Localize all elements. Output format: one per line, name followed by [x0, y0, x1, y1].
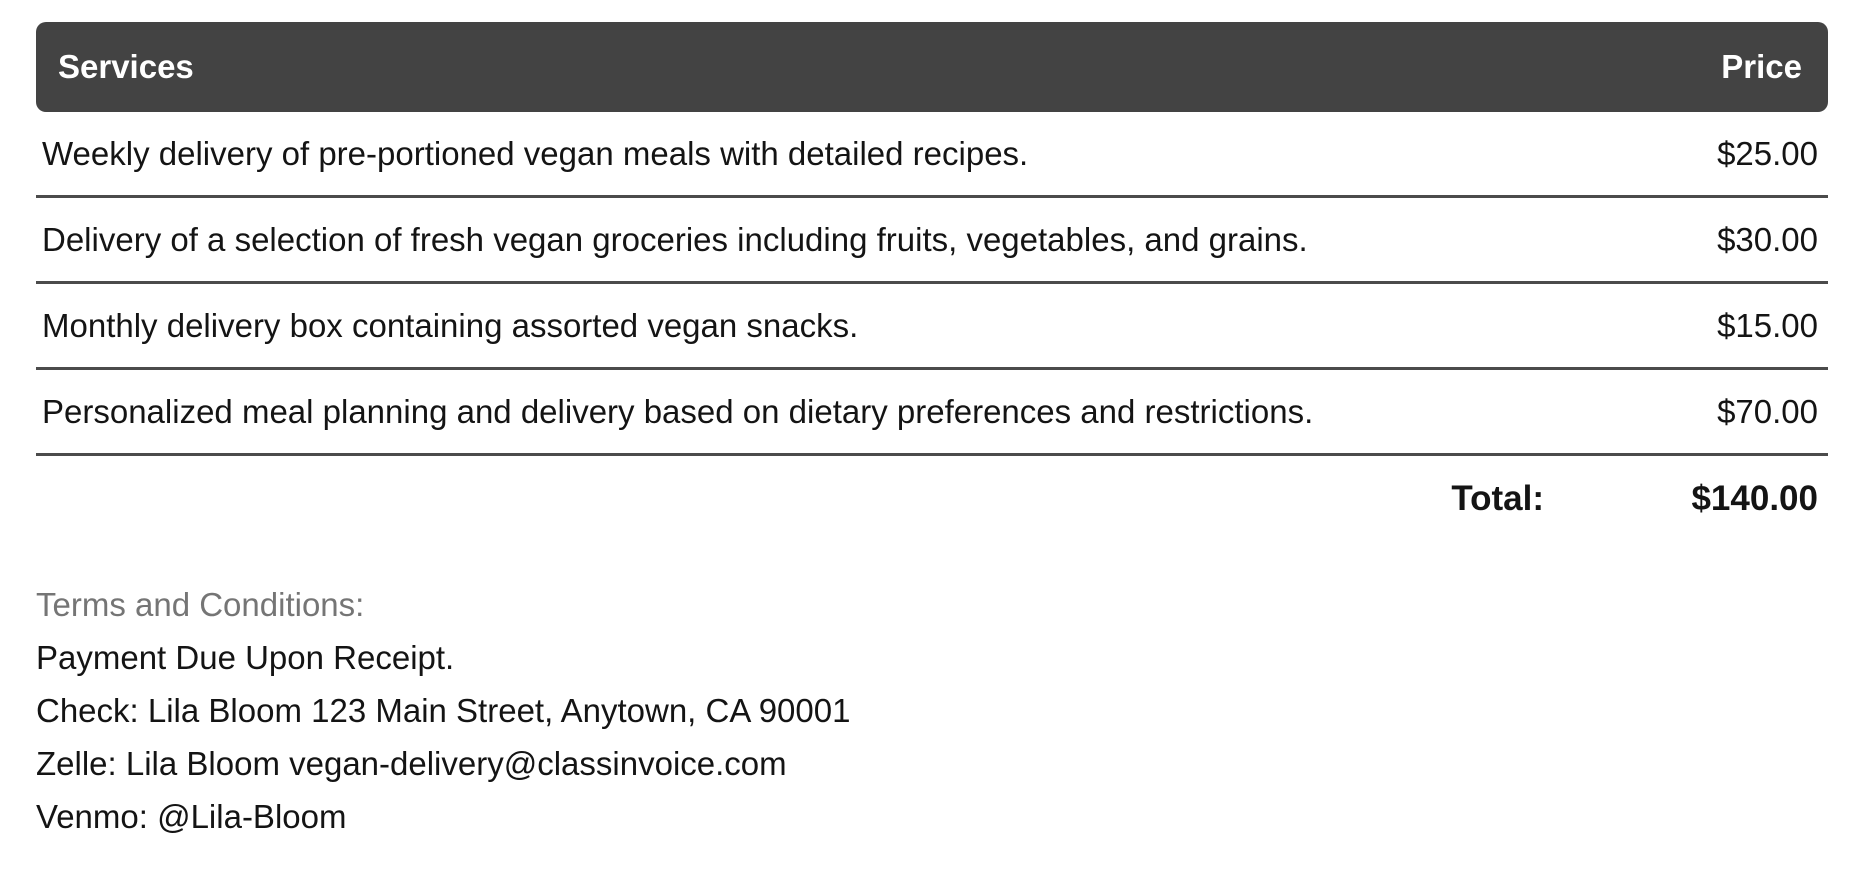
- total-row: [36, 456, 1828, 542]
- table-row: [36, 112, 1828, 198]
- service-description: Weekly delivery of pre-portioned vegan meals with detailed recipes.: [42, 134, 1029, 172]
- terms-line: Venmo: @Lila-Bloom: [36, 798, 347, 835]
- table-header-row: [36, 22, 1828, 112]
- service-price: $25.00: [1717, 134, 1818, 172]
- table-row: [36, 284, 1828, 370]
- total-value: $140.00: [1691, 479, 1818, 518]
- terms-line: Zelle: Lila Bloom vegan-delivery@classinvoice.com: [36, 745, 787, 782]
- table-row: [36, 198, 1828, 284]
- services-table: [36, 22, 1828, 542]
- service-price: $15.00: [1717, 306, 1818, 344]
- table-row: [36, 370, 1828, 456]
- terms-section: [36, 578, 1828, 843]
- total-label: Total:: [1451, 479, 1544, 518]
- service-description: Personalized meal planning and delivery based on dietary preferences and restrictions.: [42, 392, 1314, 430]
- service-description: Delivery of a selection of fresh vegan groceries including fruits, vegetables, and grains.: [42, 220, 1308, 258]
- table-body: [36, 112, 1828, 456]
- terms-line: Check: Lila Bloom 123 Main Street, Anytown, CA 90001: [36, 692, 851, 729]
- service-description: Monthly delivery box containing assorted vegan snacks.: [42, 306, 859, 344]
- terms-lines: [36, 631, 1828, 843]
- service-price: $30.00: [1717, 220, 1818, 258]
- price-column-header: Price: [1721, 48, 1802, 85]
- services-column-header: Services: [58, 48, 194, 85]
- service-price: $70.00: [1717, 392, 1818, 430]
- terms-title: Terms and Conditions:: [36, 586, 365, 623]
- terms-line: Payment Due Upon Receipt.: [36, 639, 455, 676]
